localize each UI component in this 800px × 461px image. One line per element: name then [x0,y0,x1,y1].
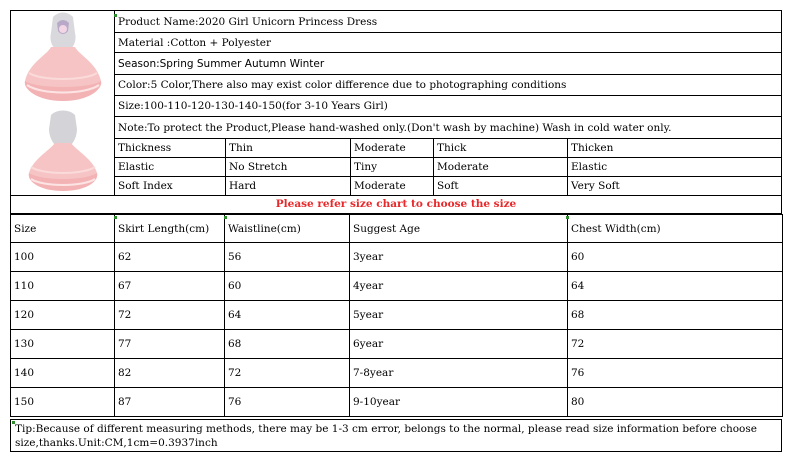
table-cell: 72 [225,359,350,388]
fabric-cell: Soft [433,177,567,195]
cell-marker-icon [566,216,569,219]
table-cell: 68 [225,330,350,359]
header-cell: Chest Width(cm) [568,215,783,243]
fabric-cell: Moderate [433,158,567,176]
fabric-cell: Thicken [567,139,781,157]
table-cell: 68 [568,301,783,330]
table-row [11,272,783,301]
table-cell: 5year [350,301,568,330]
table-row [11,359,783,388]
table-row [11,243,783,272]
table-cell: 3year [350,243,568,272]
table-row [11,301,783,330]
table-cell: 64 [225,301,350,330]
season: Season:Spring Summer Autumn Winter [115,53,781,75]
fabric-cell: Moderate [350,139,433,157]
fabric-cell: Thin [225,139,350,157]
table-cell: 72 [115,301,225,330]
cell-marker-icon [114,216,117,219]
measurement-tip: Tip:Because of different measuring methods, there may be 1-3 cm error, belongs to the normal, please read size information before choose size,thanks.Unit:CM,1cm=0.3937inch [10,419,782,452]
table-row [11,330,783,359]
cell-marker-icon [114,14,117,17]
fabric-row-elastic [115,158,781,177]
table-cell: 6year [350,330,568,359]
cell-marker-icon [224,216,227,219]
table-cell: 9-10year [350,388,568,417]
table-cell: 100 [11,243,115,272]
dress-front-image [25,13,101,102]
table-cell: 150 [11,388,115,417]
table-cell: 64 [568,272,783,301]
table-cell: 62 [115,243,225,272]
table-cell: 60 [225,272,350,301]
fabric-cell: No Stretch [225,158,350,176]
header-cell: Skirt Length(cm) [115,215,225,243]
material: Material :Cotton + Polyester [115,33,781,53]
table-cell: 80 [568,388,783,417]
table-cell: 56 [225,243,350,272]
fabric-cell: Thickness [118,142,172,154]
table-row [11,388,783,417]
table-cell: 77 [115,330,225,359]
fabric-cell: Elastic [567,158,781,176]
fabric-row-thickness [115,139,781,158]
table-cell: 87 [115,388,225,417]
fabric-attributes-grid [115,139,781,195]
product-details [115,11,781,195]
fabric-cell: Soft Index [118,180,173,192]
fabric-row-soft-index [115,177,781,195]
fabric-cell: Tiny [350,158,433,176]
dress-photos [11,11,115,195]
size-chart-notice: Please refer size chart to choose the size [10,196,782,214]
table-cell: 140 [11,359,115,388]
size-range: Size:100-110-120-130-140-150(for 3-10 Years Girl) [115,96,781,117]
table-cell: 67 [115,272,225,301]
fabric-cell: Very Soft [567,177,781,195]
table-cell: 76 [568,359,783,388]
header-cell: Size [11,215,115,243]
care-note: Note:To protect the Product,Please hand-washed only.(Don't wash by machine) Wash in cold water only. [115,117,781,139]
table-cell: 72 [568,330,783,359]
table-cell: 76 [225,388,350,417]
product-name: Product Name:2020 Girl Unicorn Princess Dress [115,11,781,33]
cell-marker-icon [12,421,15,424]
size-chart-table [10,214,783,417]
table-cell: 120 [11,301,115,330]
dress-back-image [29,111,97,192]
fabric-cell: Thick [433,139,567,157]
header-cell: Waistline(cm) [225,215,350,243]
table-cell: 7-8year [350,359,568,388]
table-cell: 4year [350,272,568,301]
table-cell: 110 [11,272,115,301]
table-cell: 82 [115,359,225,388]
fabric-cell: Moderate [350,177,433,195]
dress-illustration [11,11,115,195]
header-cell: Suggest Age [350,215,568,243]
color-info: Color:5 Color,There also may exist color difference due to photographing conditions [115,75,781,96]
product-info-section [10,10,782,196]
size-chart-header-row [11,215,783,243]
table-cell: 130 [11,330,115,359]
table-cell: 60 [568,243,783,272]
fabric-cell: Elastic [118,161,155,173]
fabric-cell: Hard [225,177,350,195]
